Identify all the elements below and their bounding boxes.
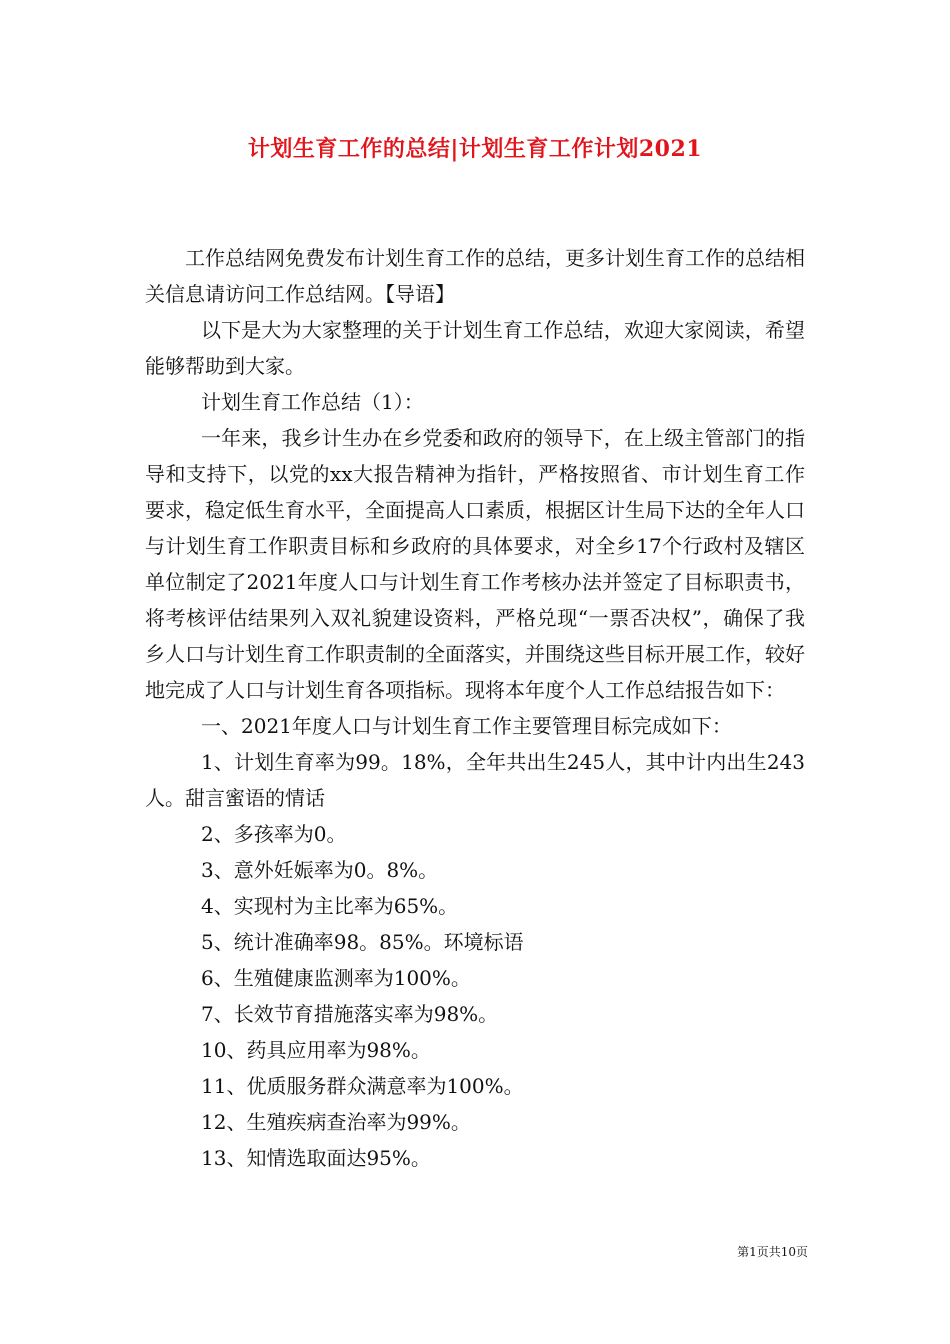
list-item: 12、生殖疾病查治率为99%。: [201, 1110, 471, 1134]
list-item: 1、计划生育率为99。18%，全年共出生245人，其中计内出生243人。甜言蜜语的情话: [145, 750, 805, 810]
list-item: 7、长效节育措施落实率为98%。: [201, 1002, 499, 1026]
list-item: 5、统计准确率98。85%。环境标语: [201, 930, 524, 954]
list-item: 11、优质服务群众满意率为100%。: [201, 1074, 524, 1098]
document-title: 计划生育工作的总结|计划生育工作计划2021: [247, 136, 703, 162]
paragraph-targets-heading: 一、2021年度人口与计划生育工作主要管理目标完成如下：: [201, 714, 732, 738]
paragraph-overview: 一年来，我乡计生办在乡党委和政府的领导下，在上级主管部门的指导和支持下，以党的xx大报告精神为指针，严格按照省、市计划生育工作要求，稳定低生育水平，全面提高人口素质，根据区计生局下达的全年人口与计划生育工作职责目标和乡政府的具体要求，对全乡17个行政村及辖区单位制定了2021年度人口与计划生育工作考核办法并签定了目标职责书，将考核评估结果列入双礼貌建设资料，严格兑现“一票否决权”，确保了我乡人口与计划生育工作职责制的全面落实，并围绕这些目标开展工作，较好地完成了人口与计划生育各项指标。现将本年度个人工作总结报告如下：: [145, 426, 805, 702]
list-item: 4、实现村为主比率为65%。: [201, 894, 459, 918]
list-item: 6、生殖健康监测率为100%。: [201, 966, 471, 990]
list-item: 10、药具应用率为98%。: [201, 1038, 431, 1062]
paragraph-preface: 以下是大为大家整理的关于计划生育工作总结，欢迎大家阅读，希望能够帮助到大家。: [145, 318, 805, 378]
paragraph-section-heading: 计划生育工作总结（1）：: [201, 390, 424, 414]
list-item: 3、意外妊娠率为0。8%。: [201, 858, 439, 882]
document-body: [145, 240, 805, 1176]
page-number-footer: 第1页共10页: [737, 1245, 808, 1259]
paragraph-intro: 工作总结网免费发布计划生育工作的总结，更多计划生育工作的总结相关信息请访问工作总结网。【导语】: [145, 246, 805, 306]
list-item: 2、多孩率为0。: [201, 822, 347, 846]
list-item: 13、知情选取面达95%。: [201, 1146, 431, 1170]
